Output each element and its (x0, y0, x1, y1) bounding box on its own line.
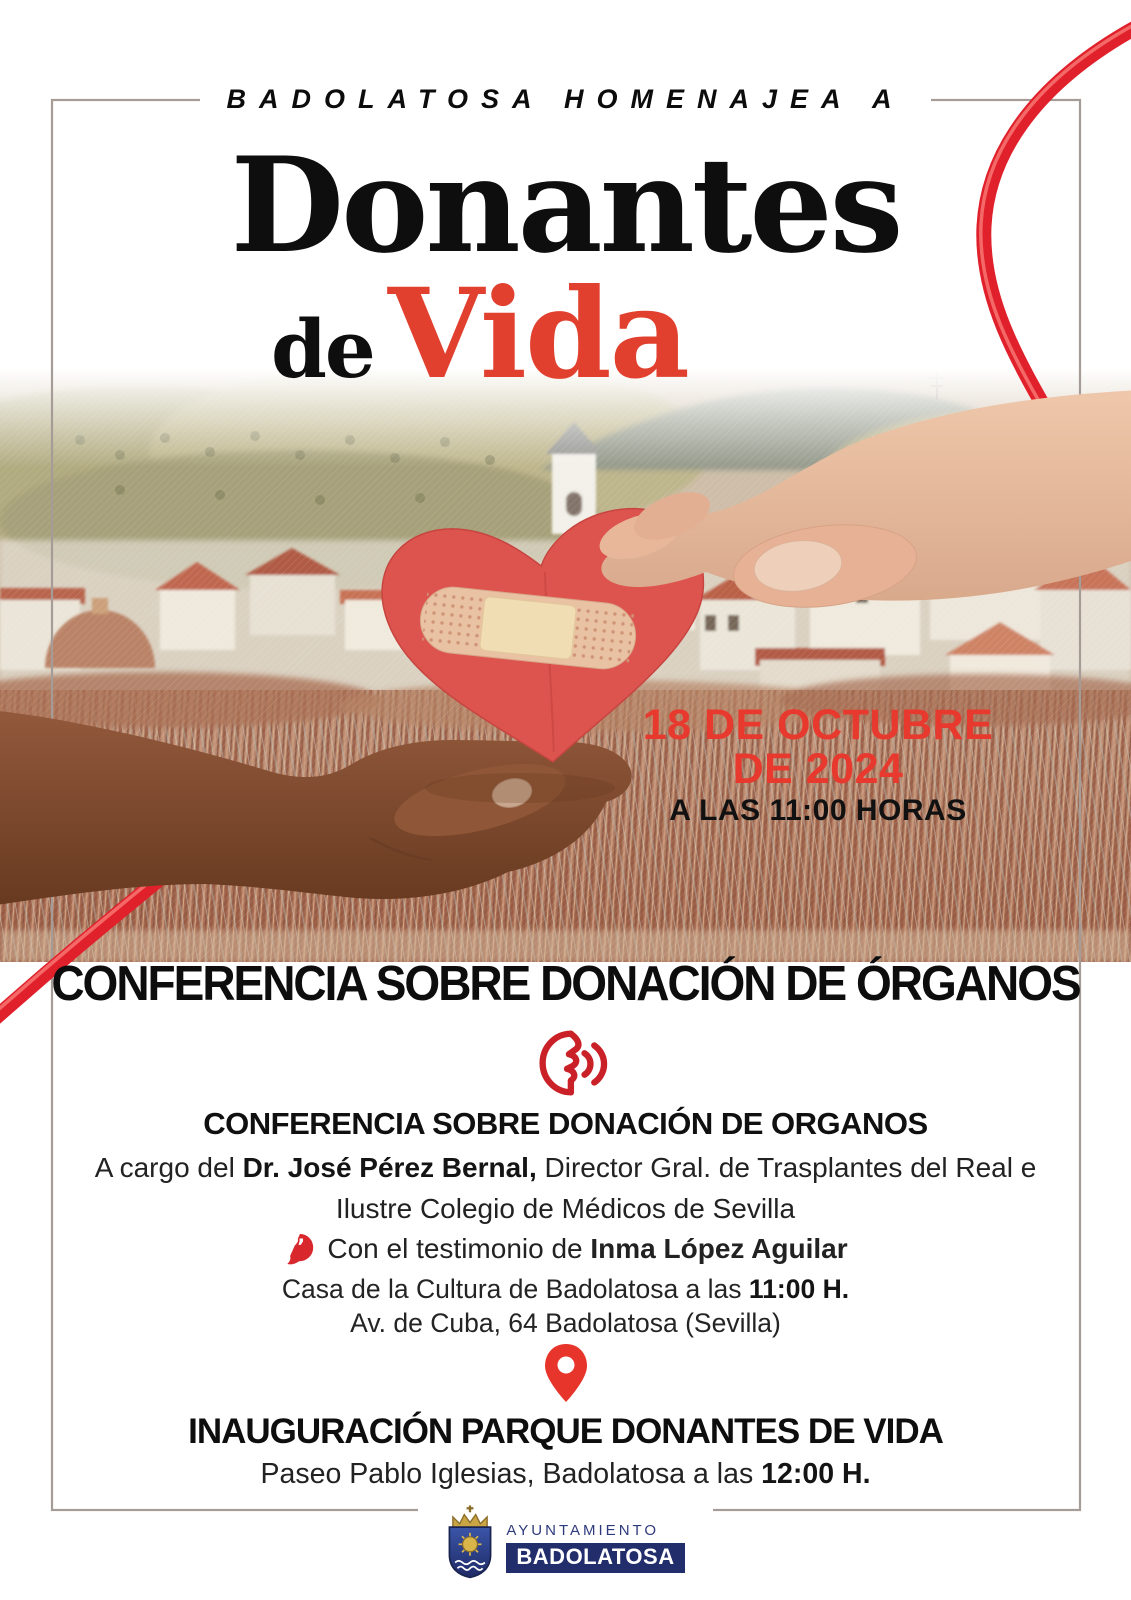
testimony-name: Inma López Aguilar (590, 1233, 848, 1264)
event-time: A LAS 11:00 HORAS (669, 793, 967, 827)
address-line: Av. de Cuba, 64 Badolatosa (Sevilla) (350, 1308, 781, 1338)
footer-town-badge: BADOLATOSA (506, 1543, 684, 1573)
venue-time: 11:00 H. (748, 1274, 850, 1304)
svg-text:”: ” (291, 1234, 306, 1259)
location-pin-wrap (0, 1342, 1131, 1409)
inauguration-detail (0, 1458, 1131, 1491)
badolatosa-coat-of-arms (446, 1502, 494, 1582)
poster-title-line2 (0, 262, 1045, 407)
speaker-name: Dr. José Pérez Bernal, (242, 1152, 537, 1183)
footer-org-name: AYUNTAMIENTO (506, 1522, 660, 1539)
event-date-line2: DE 2024 (732, 744, 904, 793)
event-date-line1: 18 DE OCTUBRE (642, 701, 994, 749)
testimony-line (0, 1231, 1131, 1265)
inauguration-time: 12:00 H. (761, 1458, 871, 1490)
conference-banner: CONFERENCIA SOBRE DONACIÓN DE ÓRGANOS (51, 955, 1080, 1011)
tagline-text: BADOLATOSA HOMENAJEA A (200, 76, 930, 123)
speaking-head-icon (522, 1024, 610, 1102)
testimony-prefix: Con el testimonio de (327, 1233, 591, 1264)
inauguration-heading: INAUGURACIÓN PARQUE DONANTES DE VIDA (188, 1412, 943, 1451)
venue-prefix: Casa de la Cultura de Badolatosa a las (281, 1274, 749, 1304)
conference-heading: CONFERENCIA SOBRE DONACIÓN DE ORGANOS (203, 1106, 928, 1141)
tagline-bar (0, 76, 1131, 123)
title-vida: Vida (387, 262, 689, 407)
footer-logo-block (0, 1498, 1131, 1588)
quote-bubble-icon (283, 1231, 317, 1265)
speaker-line2: Ilustre Colegio de Médicos de Sevilla (335, 1192, 796, 1224)
speaker-prefix: A cargo del (94, 1152, 243, 1183)
venue-line (0, 1274, 1131, 1305)
speaker-rest: Director Gral. de Trasplantes del Real e (536, 1152, 1037, 1183)
poster-title-line1: Donantes (230, 128, 901, 282)
crown (453, 1515, 487, 1528)
title-de: de (270, 302, 374, 396)
speaking-head-icon-wrap (0, 1024, 1131, 1107)
speaker-paragraph (0, 1148, 1131, 1229)
event-date-block (622, 701, 1014, 827)
location-pin-icon (543, 1342, 589, 1404)
inauguration-prefix: Paseo Pablo Iglesias, Badolatosa a las (260, 1458, 762, 1490)
